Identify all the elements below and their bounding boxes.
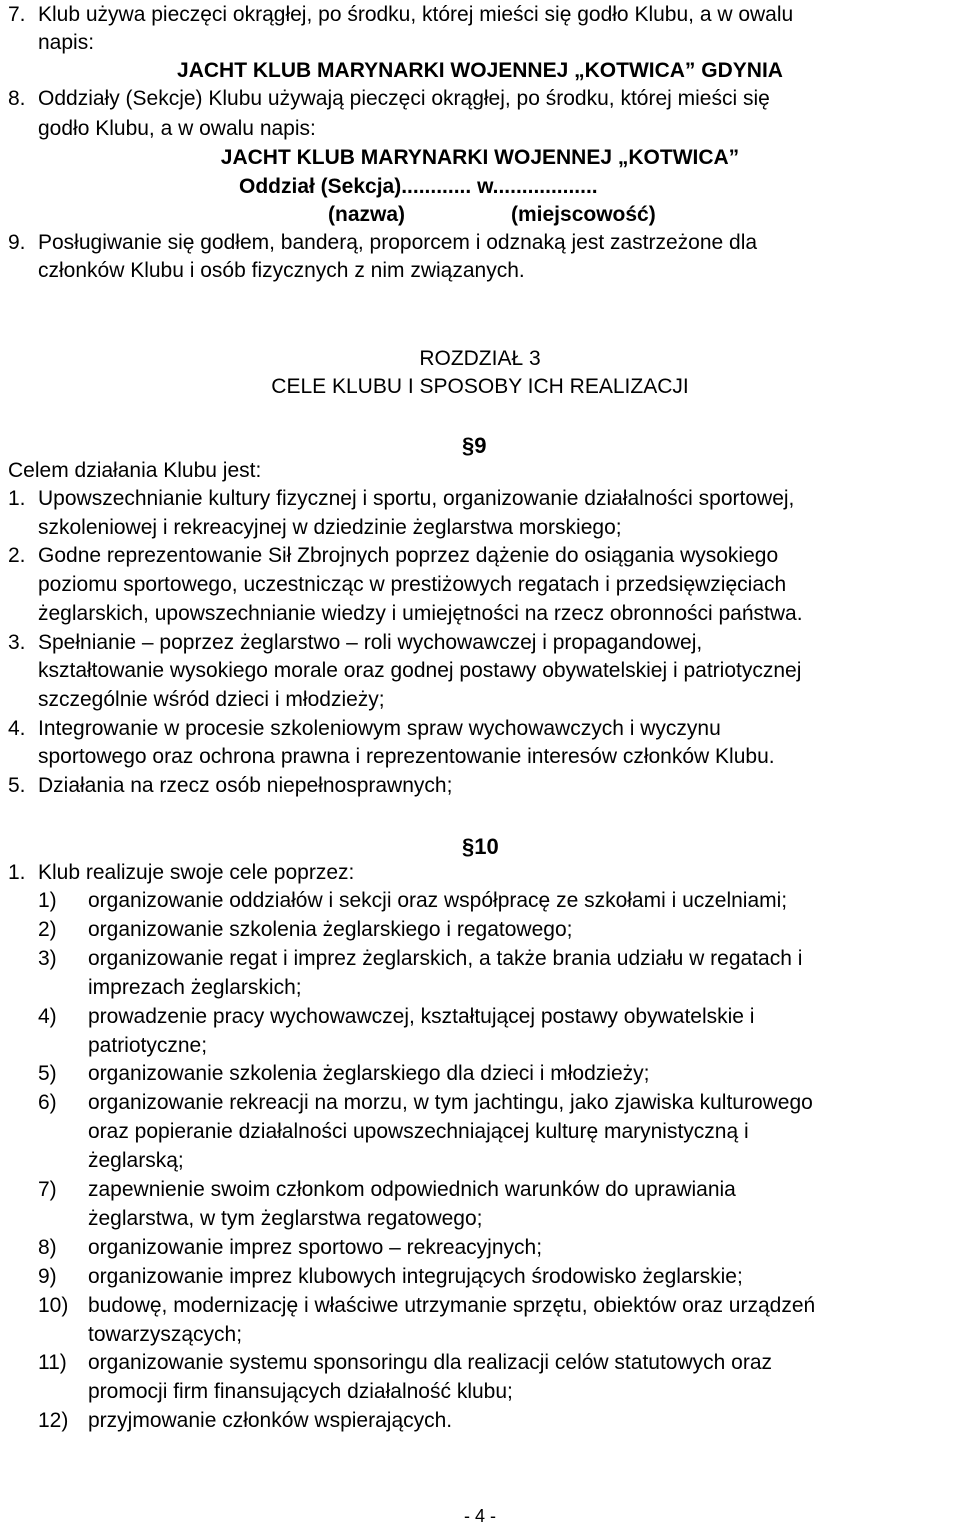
item-number: 1. bbox=[8, 487, 26, 510]
item-text: Posługiwanie się godłem, banderą, proporcem i odznaką jest zastrzeżone dla bbox=[38, 231, 758, 254]
item-text: szczególnie wśród dzieci i młodzieży; bbox=[38, 687, 385, 711]
item-text: kształtowanie wysokiego morale oraz godnej postawy obywatelskiej i patriotycznej bbox=[38, 659, 802, 683]
page-number: - 4 - bbox=[463, 1506, 496, 1526]
item-number: 9. bbox=[8, 231, 26, 254]
item-text: organizowanie szkolenia żeglarskiego dla dzieci i młodzieży; bbox=[88, 1062, 650, 1086]
item-text: promocji firm finansujących działalność klubu; bbox=[88, 1380, 513, 1404]
item-text: organizowanie regat i imprez żeglarskich, a także brania udziału w regatach i bbox=[88, 946, 803, 970]
item-7-stamp-text: JACHT KLUB MARYNARKI WOJENNEJ „KOTWICA” GDYNIA bbox=[177, 59, 783, 82]
item-text: organizowanie imprez sportowo – rekreacyjnych; bbox=[88, 1235, 543, 1259]
item-text: sportowego oraz ochrona prawna i reprezentowanie interesów członków Klubu. bbox=[38, 745, 775, 769]
item-number: 3) bbox=[38, 946, 57, 970]
item-number: 1. bbox=[8, 861, 26, 884]
item-text: towarzyszących; bbox=[88, 1322, 243, 1346]
item-text: imprezach żeglarskich; bbox=[88, 975, 302, 999]
item-text: zapewnienie swoim członkom odpowiednich warunków do uprawiania bbox=[88, 1178, 736, 1201]
chapter-title: CELE KLUBU I SPOSOBY ICH REALIZACJI bbox=[271, 375, 689, 398]
item-text: Godne reprezentowanie Sił Zbrojnych poprzez dążenie do osiągania wysokiego bbox=[38, 544, 779, 568]
item-number: 8. bbox=[8, 87, 26, 110]
item-text: Klub realizuje swoje cele poprzez: bbox=[38, 861, 355, 884]
item-text: prowadzenie pracy wychowawczej, kształtującej postawy obywatelskie i bbox=[88, 1004, 755, 1028]
item-text: budowę, modernizację i właściwe utrzymanie sprzętu, obiektów oraz urządzeń bbox=[88, 1293, 816, 1317]
chapter-label: ROZDZIAŁ 3 bbox=[419, 347, 541, 370]
item-number: 7. bbox=[8, 3, 26, 26]
item-text: żeglarskich, upowszechnianie wiedzy i umiejętności na rzecz obronności państwa. bbox=[38, 601, 803, 625]
item-number: 11) bbox=[38, 1351, 67, 1375]
item-number: 2. bbox=[8, 544, 26, 568]
item-text: oraz popieranie działalności upowszechniającej kulturę marynistyczną i bbox=[88, 1120, 749, 1144]
item-number: 10) bbox=[38, 1293, 69, 1317]
item-number: 12) bbox=[38, 1409, 69, 1433]
item-text: organizowanie imprez klubowych integrujących środowisko żeglarskie; bbox=[88, 1264, 743, 1288]
item-text: godło Klubu, a w owalu napis: bbox=[38, 117, 316, 140]
item-text: członków Klubu i osób fizycznych z nim związanych. bbox=[38, 259, 525, 282]
item-text: żeglarstwa, w tym żeglarstwa regatowego; bbox=[88, 1206, 483, 1230]
item-text: Upowszechnianie kultury fizycznej i sportu, organizowanie działalności sportowej, bbox=[38, 487, 795, 510]
item-text: Klub używa pieczęci okrągłej, po środku, której mieści się godło Klubu, a w owalu bbox=[38, 3, 794, 26]
item-text: poziomu sportowego, uczestnicząc w prestiżowych regatach i przedsięwzięciach bbox=[38, 573, 787, 597]
caption-nazwa: (nazwa) bbox=[328, 203, 406, 226]
item-text: Spełnianie – poprzez żeglarstwo – roli wychowawczej i propagandowej, bbox=[38, 630, 703, 654]
item-text: szkoleniowej i rekreacyjnej w dziedzinie żeglarstwa morskiego; bbox=[38, 515, 622, 539]
item-number: 3. bbox=[8, 630, 26, 654]
item-number: 2) bbox=[38, 917, 57, 941]
item-text: Oddziały (Sekcje) Klubu używają pieczęci okrągłej, po środku, której mieści się bbox=[38, 87, 770, 110]
item-text: Działania na rzecz osób niepełnosprawnych; bbox=[38, 774, 453, 797]
item-text: organizowanie szkolenia żeglarskiego i regatowego; bbox=[88, 917, 573, 941]
item-text: przyjmowanie członków wspierających. bbox=[88, 1409, 453, 1433]
item-number: 6) bbox=[38, 1091, 57, 1115]
item-8-stamp-line-1: JACHT KLUB MARYNARKI WOJENNEJ „KOTWICA” bbox=[220, 146, 740, 169]
item-number: 5. bbox=[8, 774, 26, 797]
caption-miejscowosc: (miejscowość) bbox=[511, 203, 656, 226]
item-text: napis: bbox=[38, 31, 95, 54]
item-text: żeglarską; bbox=[88, 1149, 184, 1173]
item-text: organizowanie oddziałów i sekcji oraz współpracę ze szkołami i uczelniami; bbox=[88, 889, 788, 912]
document-page: 7. Klub używa pieczęci okrągłej, po środku, której mieści się godło Klubu, a w owalu napis: JACHT KLUB MARYNARKI WOJENNEJ „KOTWICA” GDYNIA 8. Oddziały (Sekcje) Klubu używają pieczęci okrągłej, po środku, której mieści się godło Klubu, a w owalu napis: JACHT KLUB MARYNARKI WOJENNEJ „KOTWICA” Oddział (Sekcja)............ w.................. (nazwa) (miejscowość) 9. Posługiwanie się godłem, banderą, proporcem i odznaką jest zastrzeżone dla członków Klubu i osób fizycznych z nim związanych. ROZDZIAŁ 3 CELE KLUBU I SPOSOBY ICH REALIZACJI §9 Celem działania Klubu jest: 1. Upowszechnianie kultury fizycznej i sportu, organizowanie działalności sportowej, szkoleniowej i rekreacyjnej w dziedzinie żeglarstwa morskiego; 2. Godne reprezentowanie Sił Zbrojnych poprzez dążenie do osiągania wysokiego poziomu sportowego, uczestnicząc w prestiżowych regatach i przedsięwzięciach żeglarskich, upowszechnianie wiedzy i umiejętności na rzecz obronności państwa. 3. Spełnianie – poprzez żeglarstwo – roli wychowawczej i propagandowej, kształtowanie wysokiego morale oraz godnej postawy obywatelskiej i patriotycznej szczególnie wśród dzieci i młodzieży; 4. Integrowanie w procesie szkoleniowym spraw wychowawczych i wyczynu sportowego oraz ochrona prawna i reprezentowanie interesów członków Klubu. 5. Działania na rzecz osób niepełnosprawnych; §10 1. Klub realizuje swoje cele poprzez: 1) organizowanie oddziałów i sekcji oraz współpracę ze szkołami i uczelniami; 2) organizowanie szkolenia żeglarskiego i regatowego; 3) organizowanie regat i imprez żeglarskich, a także brania udziału w regatach i imprezach żeglarskich; 4) prowadzenie pracy wychowawczej, kształtującej postawy obywatelskie i patriotyczne; 5) organizowanie szkolenia żeglarskiego dla dzieci i młodzieży; 6) organizowanie rekreacji na morzu, w tym jachtingu, jako zjawiska kulturowego oraz popieranie działalności upowszechniającej kulturę marynistyczną i żeglarską; 7) zapewnienie swoim członkom odpowiednich warunków do uprawiania żeglarstwa, w tym żeglarstwa regatowego; 8) organizowanie imprez sportowo – rekreacyjnych; 9) organizowanie imprez klubowych integrujących środowisko żeglarskie; 10) budowę, modernizację i właściwe utrzymanie sprzętu, obiektów oraz urządzeń towarzyszących; 11) organizowanie systemu sponsoringu dla realizacji celów statutowych oraz promocji firm finansujących działalność klubu; 12) przyjmowanie członków wspierających. - 4 - bbox=[0, 0, 960, 1534]
item-text: Integrowanie w procesie szkoleniowym spraw wychowawczych i wyczynu bbox=[38, 716, 721, 740]
item-text: organizowanie rekreacji na morzu, w tym jachtingu, jako zjawiska kulturowego bbox=[88, 1091, 813, 1115]
item-text: organizowanie systemu sponsoringu dla realizacji celów statutowych oraz bbox=[88, 1351, 773, 1375]
item-number: 9) bbox=[38, 1264, 57, 1288]
item-number: 4. bbox=[8, 716, 26, 740]
item-number: 1) bbox=[38, 889, 57, 912]
item-number: 7) bbox=[38, 1178, 57, 1201]
item-number: 8) bbox=[38, 1235, 57, 1259]
item-text: patriotyczne; bbox=[88, 1033, 208, 1057]
item-number: 4) bbox=[38, 1004, 57, 1028]
item-number: 5) bbox=[38, 1062, 57, 1086]
